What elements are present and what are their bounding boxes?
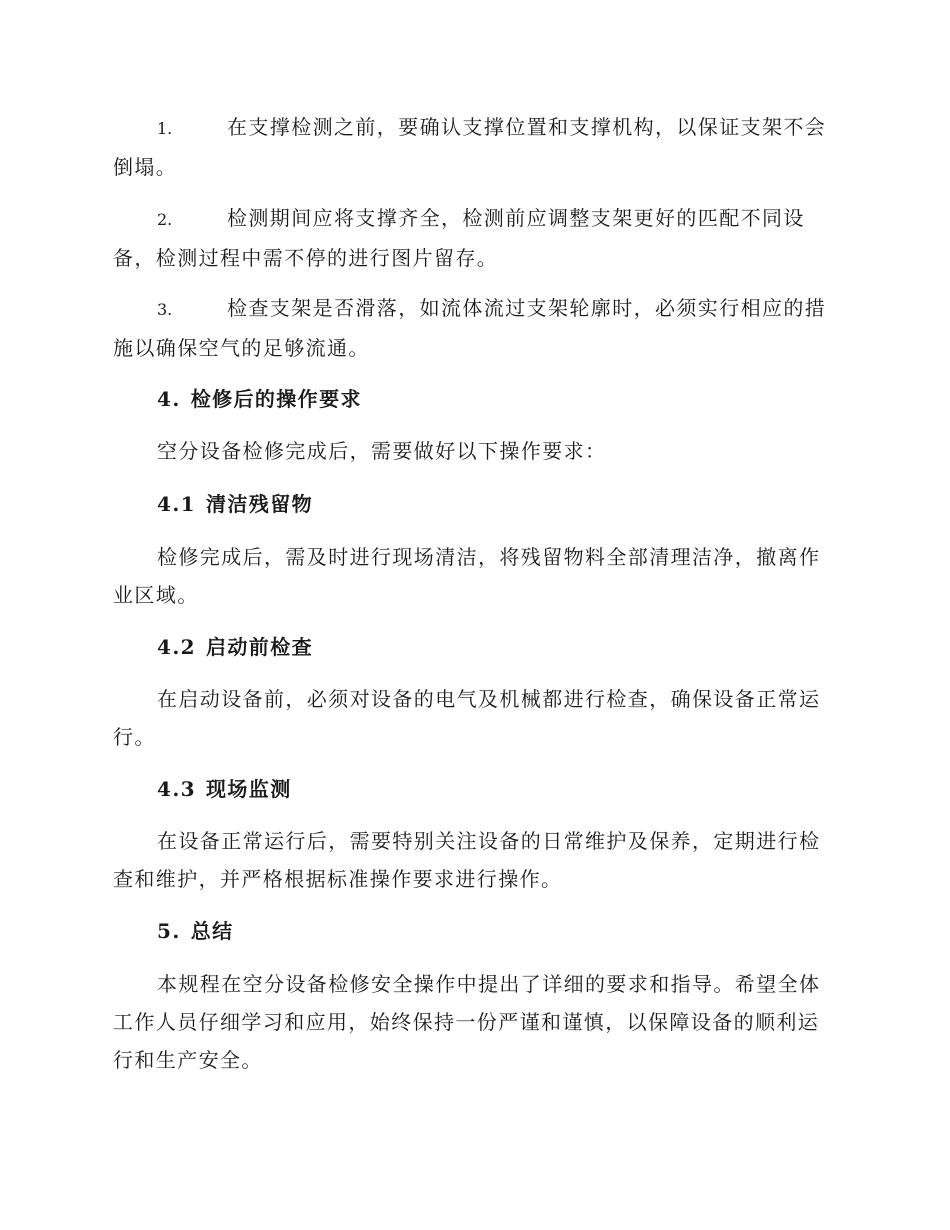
list-number: 3. xyxy=(157,300,173,319)
heading-title: 现场监测 xyxy=(206,777,292,801)
heading-number: 5. xyxy=(157,919,181,943)
heading-number: 4.1 xyxy=(157,492,196,516)
heading-number: 4. xyxy=(157,387,181,411)
section-heading-4-1 xyxy=(113,485,877,523)
section-5-body: 本规程在空分设备检修安全操作中提出了详细的要求和指导。希望全体工作人员仔细学习和应用，始终保持一份严谨和谨慎，以保障设备的顺利运行和生产安全。 xyxy=(113,972,821,1072)
heading-title: 总结 xyxy=(190,919,234,943)
list-item-3 xyxy=(113,289,833,367)
heading-title: 检修后的操作要求 xyxy=(190,387,362,411)
list-text: 检查支架是否滑落，如流体流过支架轮廓时，必须实行相应的措施以确保空气的足够流通。 xyxy=(113,296,827,360)
section-4-3-body: 在设备正常运行后，需要特别关注设备的日常维护及保养，定期进行检查和维护，并严格根据标准操作要求进行操作。 xyxy=(113,829,821,891)
section-heading-5 xyxy=(113,912,877,950)
list-text: 在支撑检测之前，要确认支撑位置和支撑机构，以保证支架不会倒塌。 xyxy=(113,115,827,179)
heading-title: 启动前检查 xyxy=(206,635,313,659)
section-4-1-body: 检修完成后，需及时进行现场清洁，将残留物料全部清理洁净，撤离作业区域。 xyxy=(113,545,821,607)
list-item-2 xyxy=(113,199,833,277)
section-heading-4-2 xyxy=(113,628,877,666)
section-heading-4-3 xyxy=(113,770,877,808)
heading-title: 清洁残留物 xyxy=(206,492,313,516)
list-item-1 xyxy=(113,108,833,186)
list-number: 2. xyxy=(157,210,173,229)
section-4-2-body: 在启动设备前，必须对设备的电气及机械都进行检查，确保设备正常运行。 xyxy=(113,687,821,749)
heading-number: 4.2 xyxy=(157,635,196,659)
list-number: 1. xyxy=(157,119,173,138)
list-text: 检测期间应将支撑齐全，检测前应调整支架更好的匹配不同设备，检测过程中需不停的进行图片留存。 xyxy=(113,206,805,270)
section-heading-4 xyxy=(113,380,877,418)
section-4-intro: 空分设备检修完成后，需要做好以下操作要求： xyxy=(157,439,607,463)
heading-number: 4.3 xyxy=(157,777,196,801)
